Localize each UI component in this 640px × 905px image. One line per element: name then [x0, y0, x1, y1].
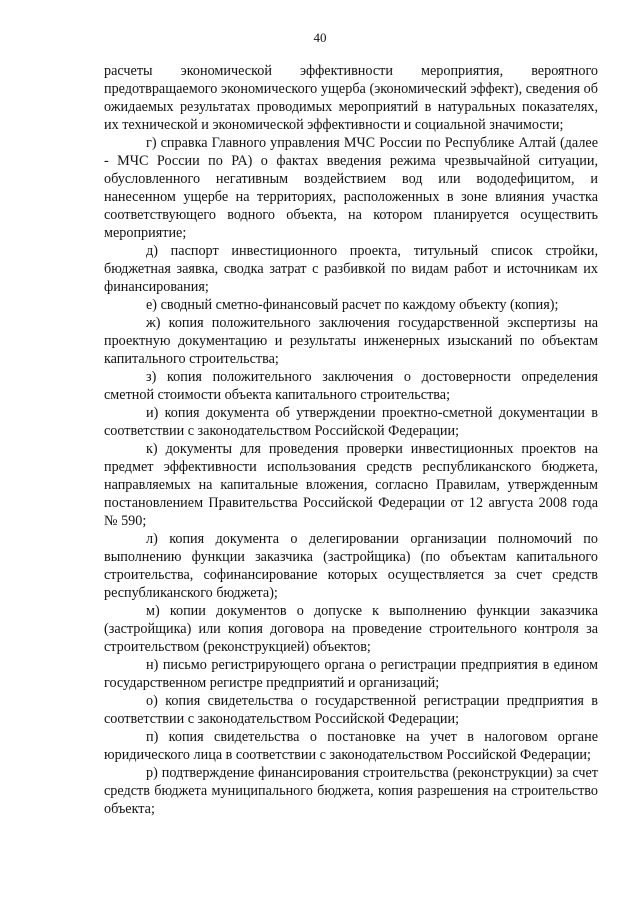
paragraph-item-g: г) справка Главного управления МЧС России по Республике Алтай (далее - МЧС России по РА) о фактах введения режима чрезвычайной ситуации, обусловленного негативным воздействием вод или вододефицитом, и нанесенном ущербе на территориях, расположенных в зоне влияния участка соответствующего водного объекта, на котором планируется осуществить мероприятие;: [104, 135, 598, 241]
paragraph-item-m: м) копии документов о допуске к выполнению функции заказчика (застройщика) или копия договора на проведение строительного контроля за строительством (реконструкцией) объектов;: [104, 603, 598, 655]
paragraph-item-l: л) копия документа о делегировании организации полномочий по выполнению функции заказчика (застройщика) (по объектам капитального строительства, софинансирование которых осуществляется за счет средств республиканского бюджета);: [104, 531, 598, 601]
paragraph-item-r: р) подтверждение финансирования строительства (реконструкции) за счет средств бюджета муниципального бюджета, копия разрешения на строительство объекта;: [104, 765, 598, 817]
paragraph-item-o: о) копия свидетельства о государственной регистрации предприятия в соответствии с законодательством Российской Федерации;: [104, 693, 598, 727]
paragraph-item-n: н) письмо регистрирующего органа о регистрации предприятия в едином государственном регистре предприятий и организаций;: [104, 657, 598, 691]
paragraph-item-d: д) паспорт инвестиционного проекта, титульный список стройки, бюджетная заявка, сводка затрат с разбивкой по видам работ и источникам их финансирования;: [104, 243, 598, 295]
paragraph-item-p: п) копия свидетельства о постановке на учет в налоговом органе юридического лица в соответствии с законодательством Российской Федерации;: [104, 729, 598, 763]
paragraph-item-zh: ж) копия положительного заключения государственной экспертизы на проектную документацию и результаты инженерных изысканий по объектам капитального строительства;: [104, 315, 598, 367]
paragraph-item-z: з) копия положительного заключения о достоверности определения сметной стоимости объекта капитального строительства;: [104, 369, 598, 403]
paragraph-item-e: е) сводный сметно-финансовый расчет по каждому объекту (копия);: [146, 297, 559, 313]
paragraph-item-k: к) документы для проведения проверки инвестиционных проектов на предмет эффективности использования средств республиканского бюджета, направляемых на капитальные вложения, согласно Правилам, утвержденным постановлением Правительства Российской Федерации от 12 августа 2008 года № 590;: [104, 441, 598, 529]
page-number: 40: [313, 30, 327, 45]
paragraph-item-i: и) копия документа об утверждении проектно-сметной документации в соответствии с законодательством Российской Федерации;: [104, 405, 598, 439]
document-body: [104, 62, 598, 818]
paragraph-continuation: расчеты экономической эффективности мероприятия, вероятного предотвращаемого экономического ущерба (экономический эффект), сведения об ожидаемых результатах проводимых мероприятий в натуральных показателях, их технической и экономической эффективности и социальной значимости;: [104, 63, 598, 133]
